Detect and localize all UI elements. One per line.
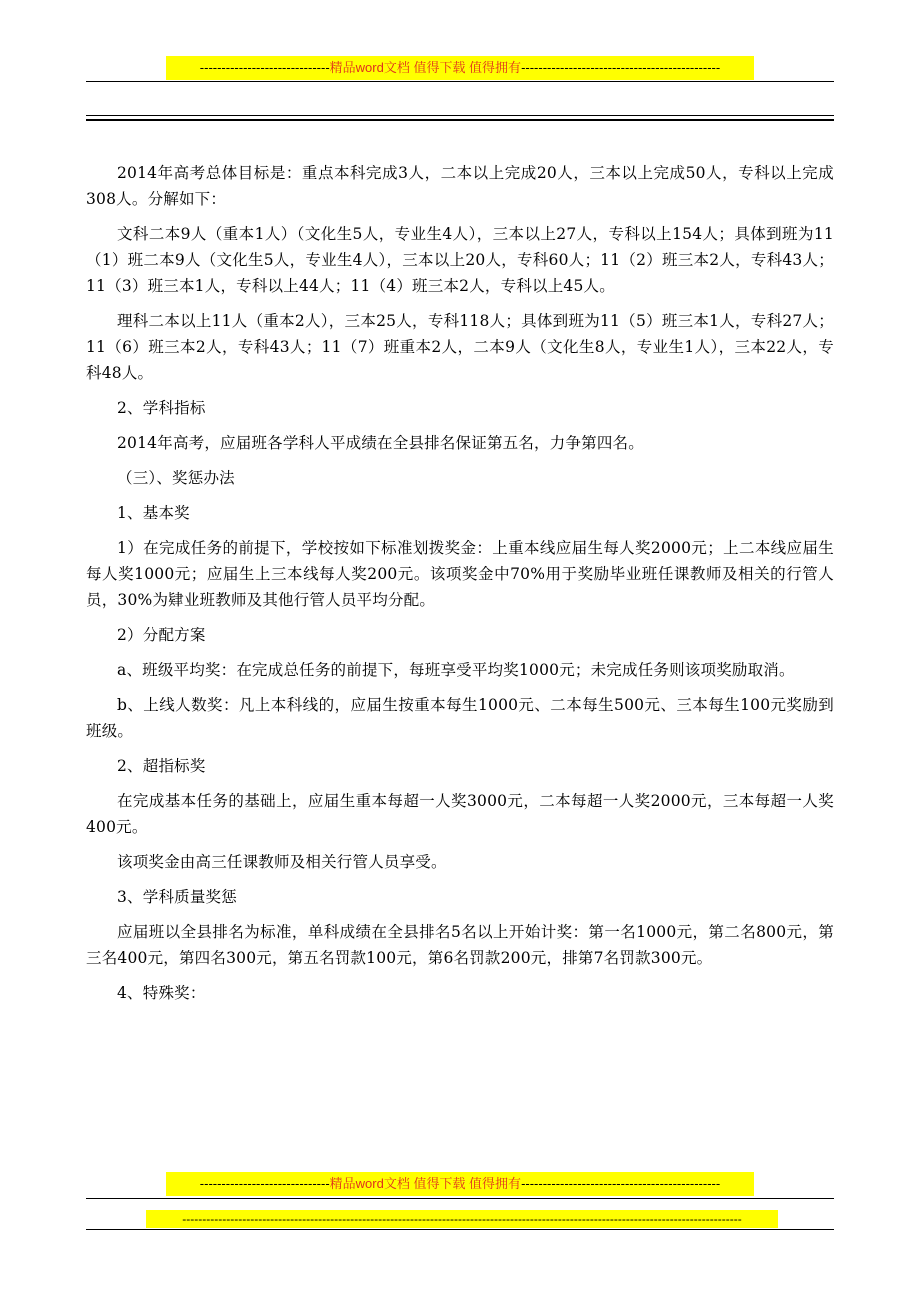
paragraph: 应届班以全县排名为标准，单科成绩在全县排名5名以上开始计奖：第一名1000元，第二名800元，第三名400元，第四名300元，第五名罚款100元，第6名罚款200元，排第7名罚款300元。: [86, 923, 834, 967]
footer-banner-left: ------------------------------: [199, 1176, 330, 1191]
footer-dash-line: --------------------------------------------------------------------------------------------------------------------------------------------: [146, 1210, 778, 1228]
paragraph: 2014年高考总体目标是：重点本科完成3人，二本以上完成20人，三本以上完成50人，专科以上完成308人。分解如下：: [86, 164, 834, 208]
section-heading: 2）分配方案: [117, 626, 206, 644]
section-heading: 4、特殊奖：: [117, 984, 206, 1002]
document-body: [86, 160, 834, 1015]
header-banner-text: 精品word文档 值得下载 值得拥有: [329, 60, 522, 75]
header-banner-left: ------------------------------: [199, 60, 330, 75]
paragraph: a、班级平均奖：在完成总任务的前提下，每班享受平均奖1000元；未完成任务则该项奖励取消。: [117, 661, 795, 679]
footer-banner-right: ----------------------------------------------: [521, 1176, 721, 1191]
header-banner: [166, 56, 754, 80]
section-heading: （三）、奖惩办法: [117, 469, 235, 487]
paragraph: 1）在完成任务的前提下，学校按如下标准划拨奖金：上重本线应届生每人奖2000元；上二本线应届生每人奖1000元；应届生上三本线每人奖200元。该项奖金中70%用于奖励毕业班任课教师及相关的行管人员，30%为肄业班教师及其他行管人员平均分配。: [86, 539, 834, 609]
footer-rule-top: [86, 1198, 834, 1199]
paragraph: 该项奖金由高三任课教师及相关行管人员享受。: [117, 853, 447, 871]
paragraph: b、上线人数奖：凡上本科线的，应届生按重本每生1000元、二本每生500元、三本每生100元奖励到班级。: [86, 696, 834, 740]
paragraph: 文科二本9人（重本1人）（文化生5人，专业生4人），三本以上27人，专科以上154人；具体到班为11（1）班二本9人（文化生5人，专业生4人），三本以上20人，专科60人；11（2）班三本2人，专科43人；11（3）班三本1人，专科以上44人；11（4）班三本2人，专科以上45人。: [86, 225, 834, 295]
header-banner-right: ----------------------------------------------: [521, 60, 721, 75]
paragraph: 理科二本以上11人（重本2人），三本25人，专科118人；具体到班为11（5）班三本1人，专科27人；11（6）班三本2人，专科43人；11（7）班重本2人，二本9人（文化生8人，专业生1人），三本22人，专科48人。: [86, 312, 834, 382]
section-heading: 2、超指标奖: [117, 757, 206, 775]
header-rule: [86, 81, 834, 82]
paragraph: 在完成基本任务的基础上，应届生重本每超一人奖3000元，二本每超一人奖2000元，三本每超一人奖400元。: [86, 792, 834, 836]
section-heading: 1、基本奖: [117, 504, 190, 522]
footer-banner: [166, 1172, 754, 1196]
header-double-rule-bottom: [86, 119, 834, 121]
header-double-rule-top: [86, 115, 834, 116]
footer-rule-bottom: [86, 1229, 834, 1230]
section-heading: 3、学科质量奖惩: [117, 888, 237, 906]
section-heading: 2、学科指标: [117, 399, 206, 417]
footer-banner-text: 精品word文档 值得下载 值得拥有: [329, 1176, 522, 1191]
paragraph: 2014年高考，应届班各学科人平成绩在全县排名保证第五名，力争第四名。: [117, 434, 644, 452]
